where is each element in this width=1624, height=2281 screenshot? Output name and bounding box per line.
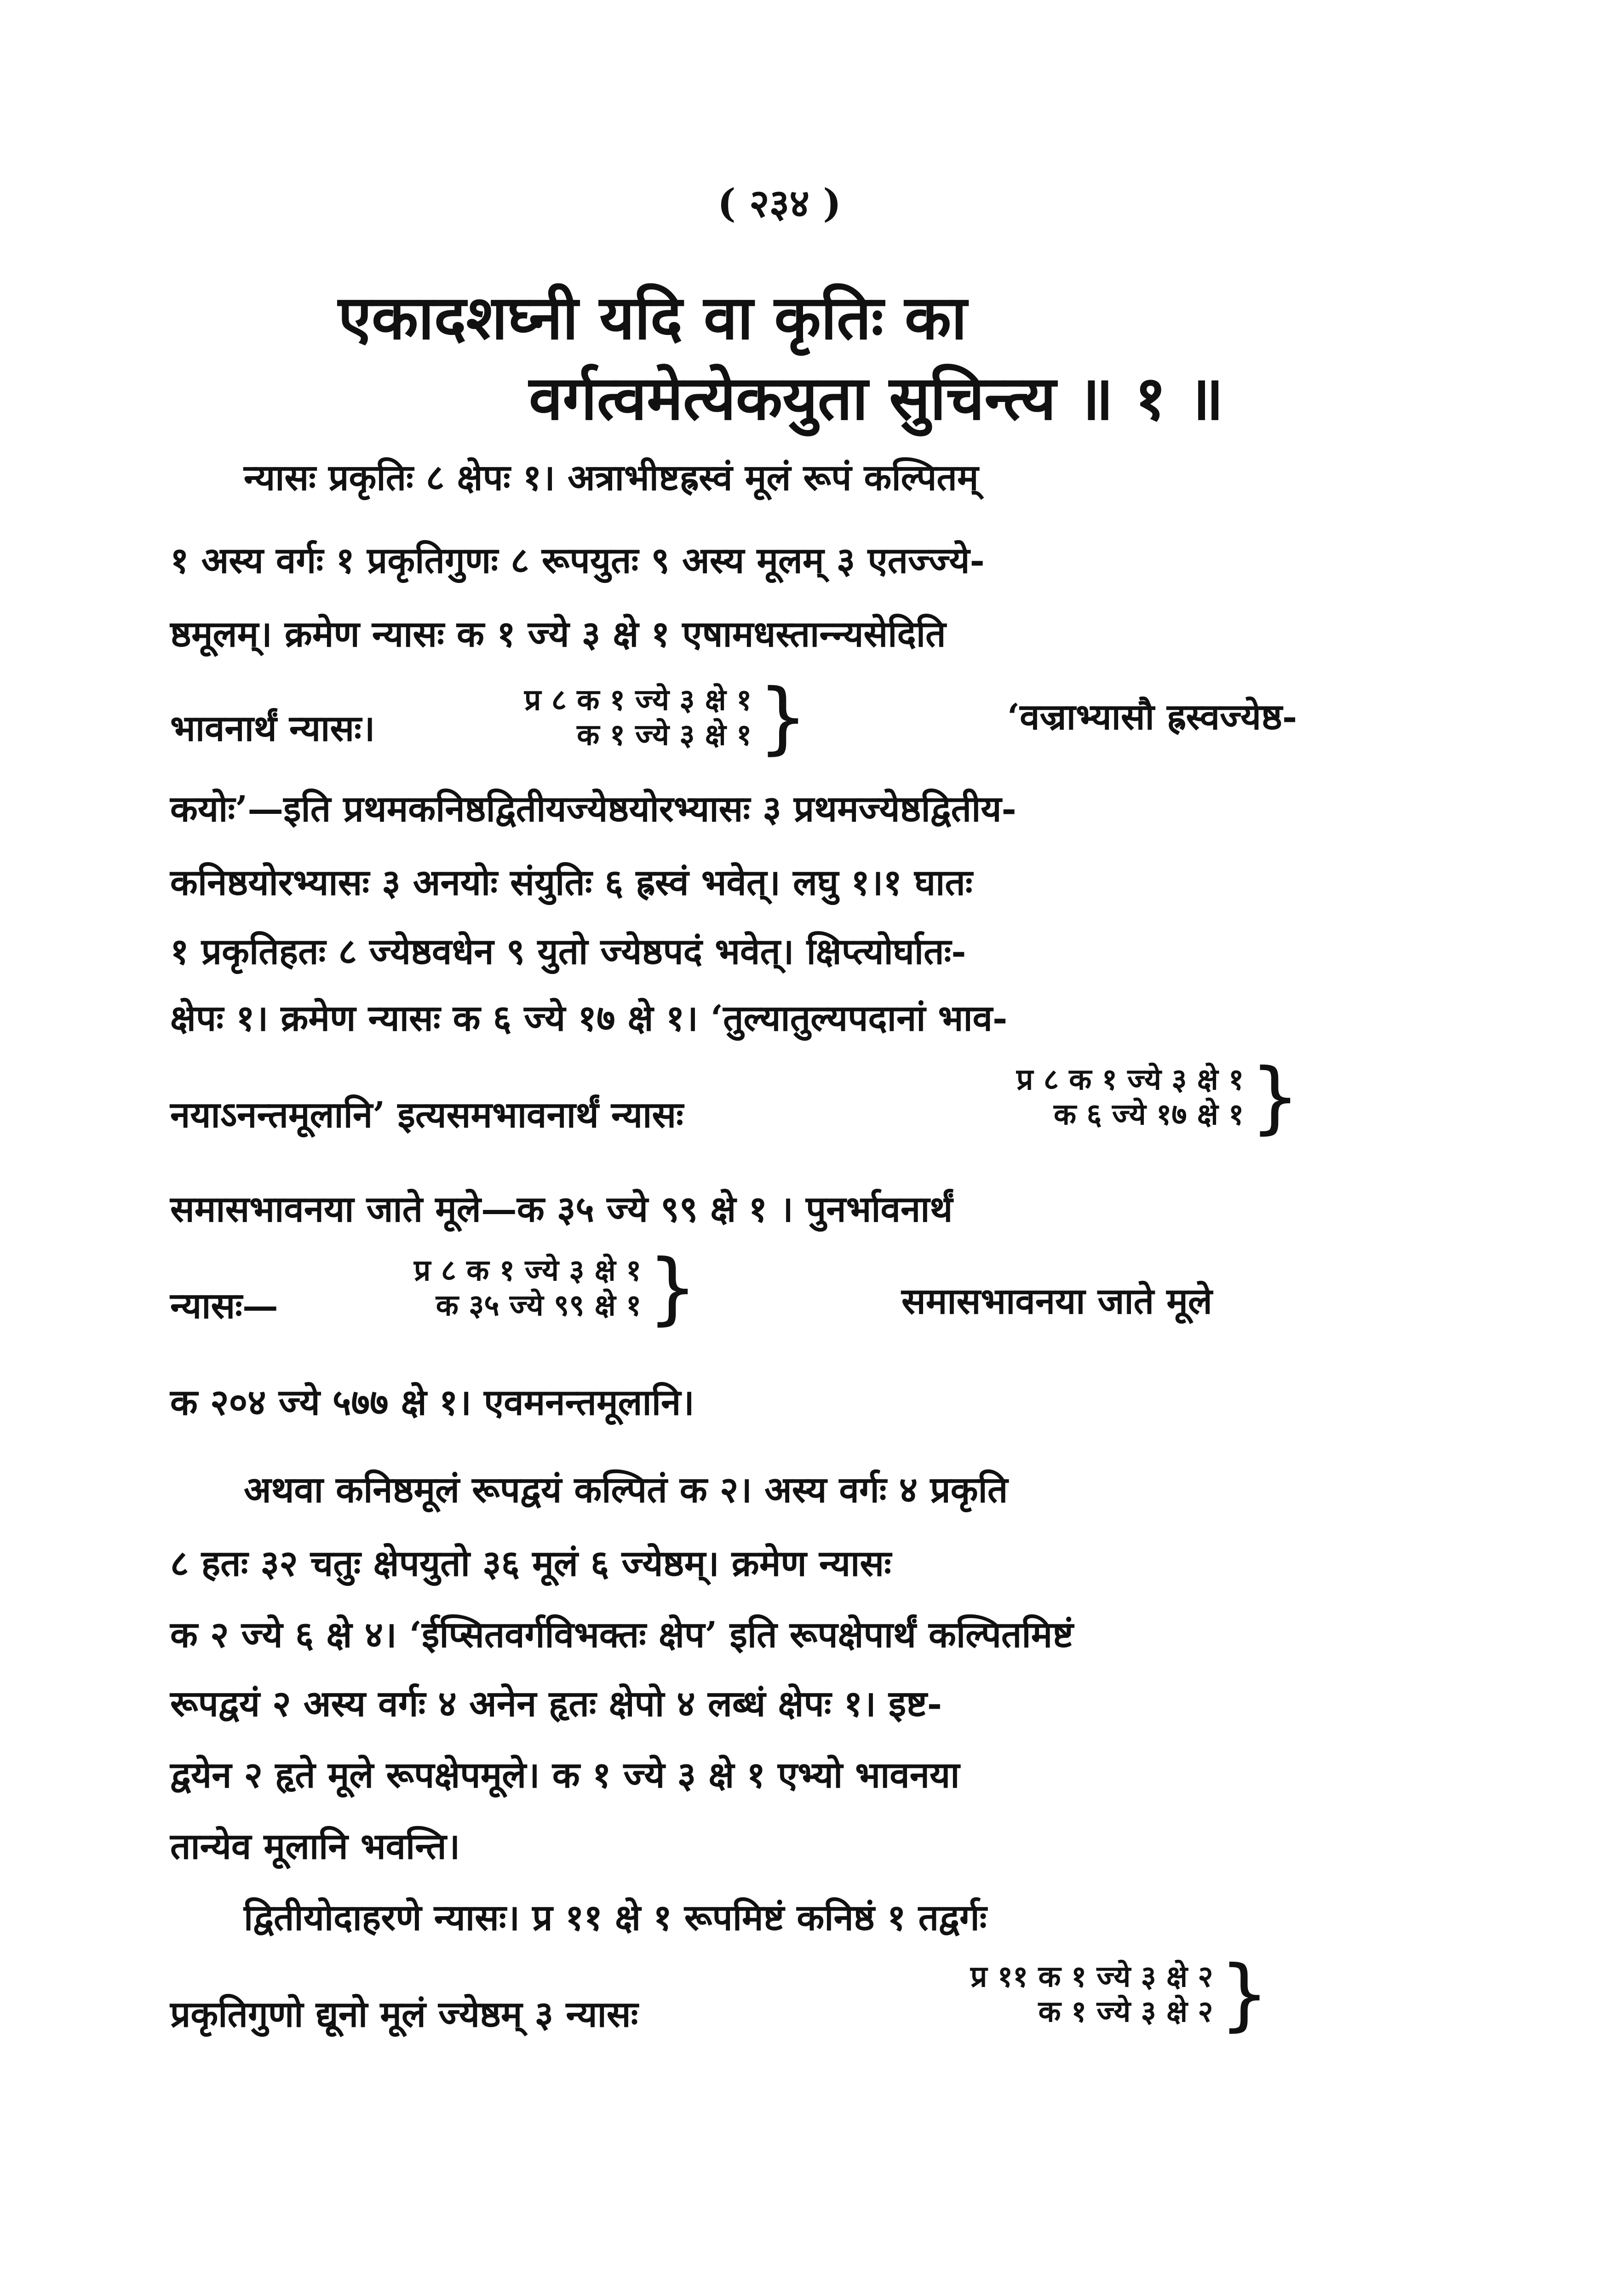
text-line: ष्ठमूलम्। क्रमेण न्यासः क १ ज्ये ३ क्षे १ एषामधस्तान्न्यसेदिति: [170, 613, 946, 655]
text-line: १ प्रकृतिहतः ८ ज्येष्ठवधेन ९ युतो ज्येष्ठपदं भवेत्। क्षिप्त्योर्घातः-: [170, 931, 966, 973]
text-line: ‘वज्राभ्यासौ ह्रस्वज्येष्ठ-: [1007, 696, 1297, 738]
nyasa-row: प्र ८ क १ ज्ये ३ क्षे १: [414, 1253, 642, 1288]
nyasa-row: क ६ ज्ये १७ क्षे १: [1053, 1097, 1244, 1132]
text-line: द्वितीयोदाहरणे न्यासः। प्र ११ क्षे १ रूपमिष्टं कनिष्ठं १ तद्वर्गः: [244, 1897, 987, 1939]
text-line: समासभावनया जाते मूले: [901, 1280, 1212, 1322]
verse-line-1: एकादशघ्नी यदि वा कृतिः का: [338, 282, 967, 353]
nyasa-row: प्र ८ क १ ज्ये ३ क्षे १: [1016, 1062, 1244, 1097]
text-line: न्यासः—: [170, 1285, 278, 1327]
text-line: प्रकृतिगुणो द्यूनो मूलं ज्येष्ठम् ३ न्यासः: [170, 1993, 638, 2035]
text-line: क २०४ ज्ये ५७७ क्षे १। एवमनन्तमूलानि।: [170, 1382, 694, 1423]
text-line: १ अस्य वर्गः १ प्रकृतिगुणः ८ रूपयुतः ९ अस्य मूलम् ३ एतज्ज्ये-: [170, 540, 985, 582]
nyasa-table-4: [970, 1949, 1269, 2040]
text-line: तान्येव मूलानि भवन्ति।: [170, 1826, 460, 1867]
nyasa-row: क १ ज्ये ३ क्षे १: [577, 718, 752, 752]
text-line: अथवा कनिष्ठमूलं रूपद्वयं कल्पितं क २। अस्य वर्गः ४ प्रकृति: [244, 1469, 1008, 1511]
nyasa-table-1: [524, 672, 808, 763]
text-line: न्यासः प्रकृतिः ८ क्षेपः १। अत्राभीष्टह्रस्वं मूलं रूपं कल्पितम्: [244, 457, 979, 499]
nyasa-table-2: [1016, 1052, 1300, 1143]
brace-icon: }: [1219, 1949, 1269, 2040]
nyasa-row: क १ ज्ये ३ क्षे २: [1038, 1994, 1213, 2029]
nyasa-row: प्र ८ क १ ज्ये ३ क्षे १: [524, 683, 752, 718]
text-line: क २ ज्ये ६ क्षे ४। ‘ईप्सितवर्गविभक्तः क्षेप’ इति रूपक्षेपार्थं कल्पितमिष्टं: [170, 1614, 1073, 1656]
nyasa-row: प्र ११ क १ ज्ये ३ क्षे २: [970, 1959, 1213, 1994]
text-line: समासभावनया जाते मूले—क ३५ ज्ये ९९ क्षे १ । पुनर्भावनार्थं: [170, 1188, 953, 1230]
verse-line-2: वर्गत्वमेत्येकयुता सुचिन्त्य ॥ १ ॥: [529, 363, 1224, 434]
nyasa-row: क ३५ ज्ये ९९ क्षे १: [436, 1288, 642, 1323]
text-line: भावनार्थं न्यासः।: [170, 708, 375, 749]
text-line: क्षेपः १। क्रमेण न्यासः क ६ ज्ये १७ क्षे १। ‘तुल्यातुल्यपदानां भाव-: [170, 997, 1008, 1039]
text-line: कनिष्ठयोरभ्यासः ३ अनयोः संयुतिः ६ ह्रस्वं भवेत्। लघु १।१ घातः: [170, 862, 973, 904]
brace-icon: }: [648, 1243, 698, 1334]
text-line: रूपद्वयं २ अस्य वर्गः ४ अनेन हृतः क्षेपो ४ लब्धं क्षेपः १। इष्ट-: [170, 1683, 942, 1725]
text-line: नयाऽनन्तमूलानि’ इत्यसमभावनार्थं न्यासः: [170, 1094, 683, 1136]
text-line: कयोः’—इति प्रथमकनिष्ठद्वितीयज्येष्ठयोरभ्यासः ३ प्रथमज्येष्ठद्वितीय-: [170, 788, 1016, 830]
text-line: द्वयेन २ हृते मूले रूपक्षेपमूले। क १ ज्ये ३ क्षे १ एभ्यो भावनया: [170, 1754, 960, 1796]
brace-icon: }: [1250, 1052, 1300, 1143]
page-number: ( २३४ ): [717, 180, 842, 226]
nyasa-table-3: [414, 1243, 698, 1334]
text-line: ८ हतः ३२ चतुः क्षेपयुतो ३६ मूलं ६ ज्येष्ठम्। क्रमेण न्यासः: [170, 1543, 891, 1584]
brace-icon: }: [758, 672, 808, 763]
